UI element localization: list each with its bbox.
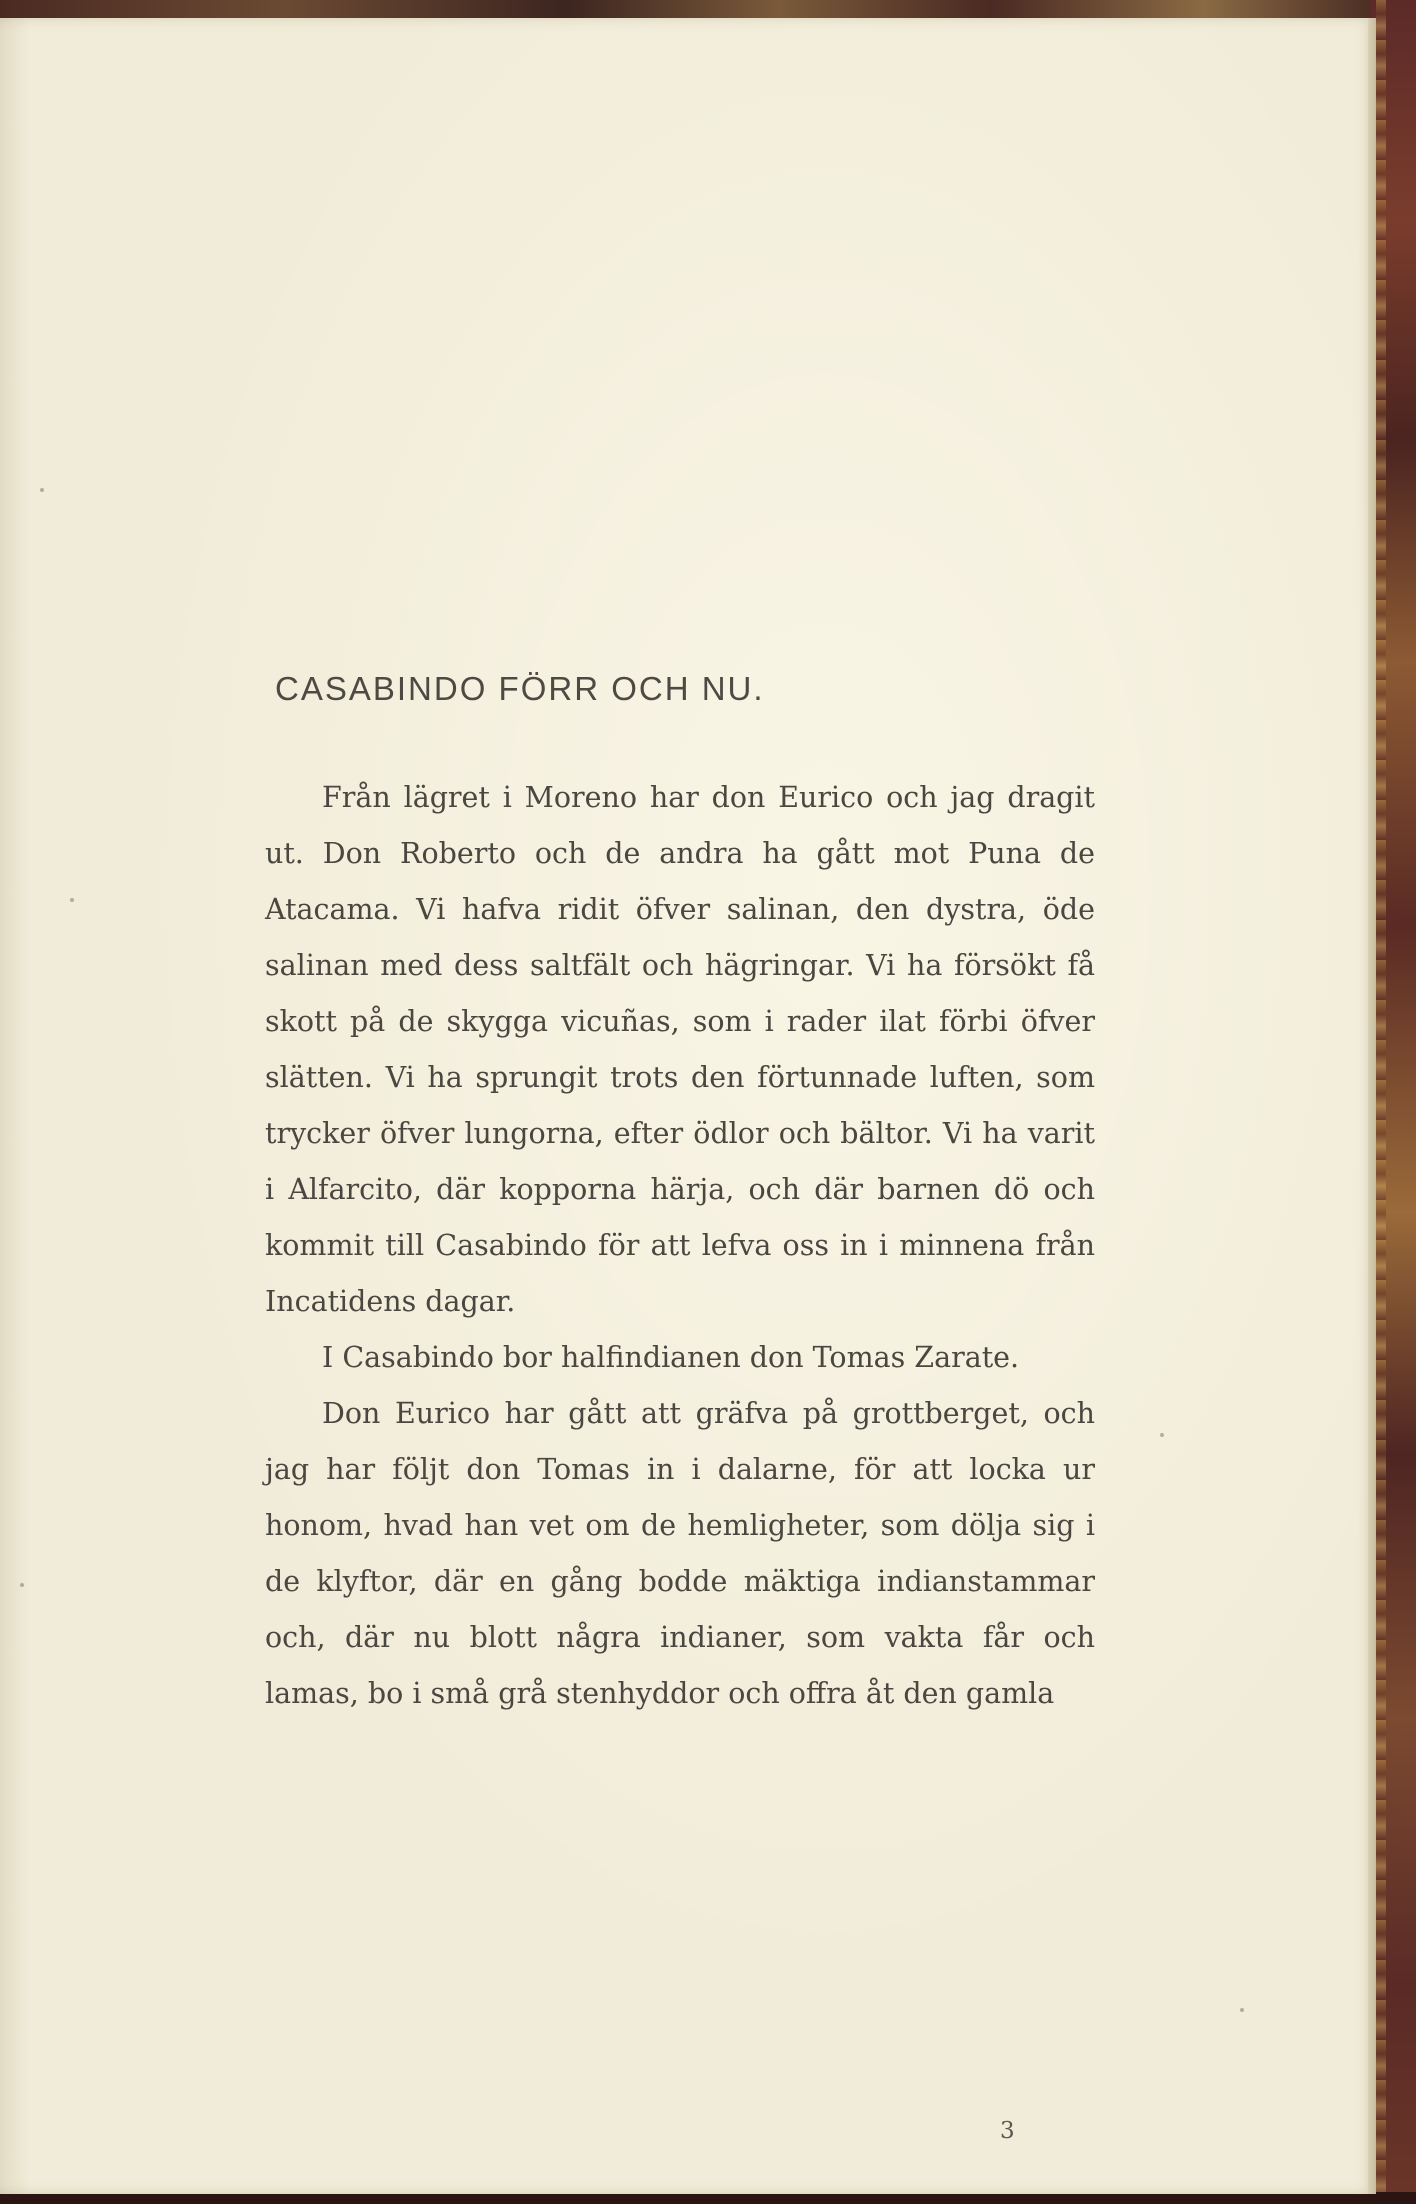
book-page <box>0 18 1376 2194</box>
paper-speck <box>1240 2008 1244 2012</box>
paper-speck <box>1160 1433 1164 1437</box>
book-binding-spine <box>1370 0 1416 2204</box>
page-edge <box>1368 18 1376 2194</box>
page-number: 3 <box>1000 2118 1015 2144</box>
paper-speck <box>40 488 44 492</box>
paragraph: Från lägret i Moreno har don Eurico och jag dragit ut. Don Roberto och de andra ha gått mot Puna de Atacama. Vi hafva ridit öfver salinan, den dystra, öde salinan med dess saltfält och hägringar. Vi ha försökt få skott på de skygga vicuñas, som i rader ilat förbi öfver slätten. Vi ha sprungit trots den förtunnade luften, som trycker öfver lungorna, efter ödlor och bältor. Vi ha varit i Alfarcito, där kopporna härja, och där barnen dö och kommit till Casabindo för att lefva oss in i minnena från Incatidens dagar. <box>265 781 1095 1318</box>
paper-speck <box>20 1583 24 1587</box>
paragraph: I Casabindo bor halfindianen don Tomas Zarate. <box>322 1341 1020 1374</box>
paper-speck <box>70 898 74 902</box>
chapter-title: CASABINDO FÖRR OCH NU. <box>275 670 765 707</box>
body-text <box>265 770 1095 1722</box>
paragraph: Don Eurico har gått att gräfva på grottberget, och jag har följt don Tomas in i dalarne, för att locka ur honom, hvad han vet om de hemligheter, som dölja sig i de klyftor, där en gång bodde mäktiga indianstammar och, där nu blott några indianer, som vakta får och lamas, bo i små grå stenhyddor och offra åt den gamla <box>265 1397 1095 1710</box>
